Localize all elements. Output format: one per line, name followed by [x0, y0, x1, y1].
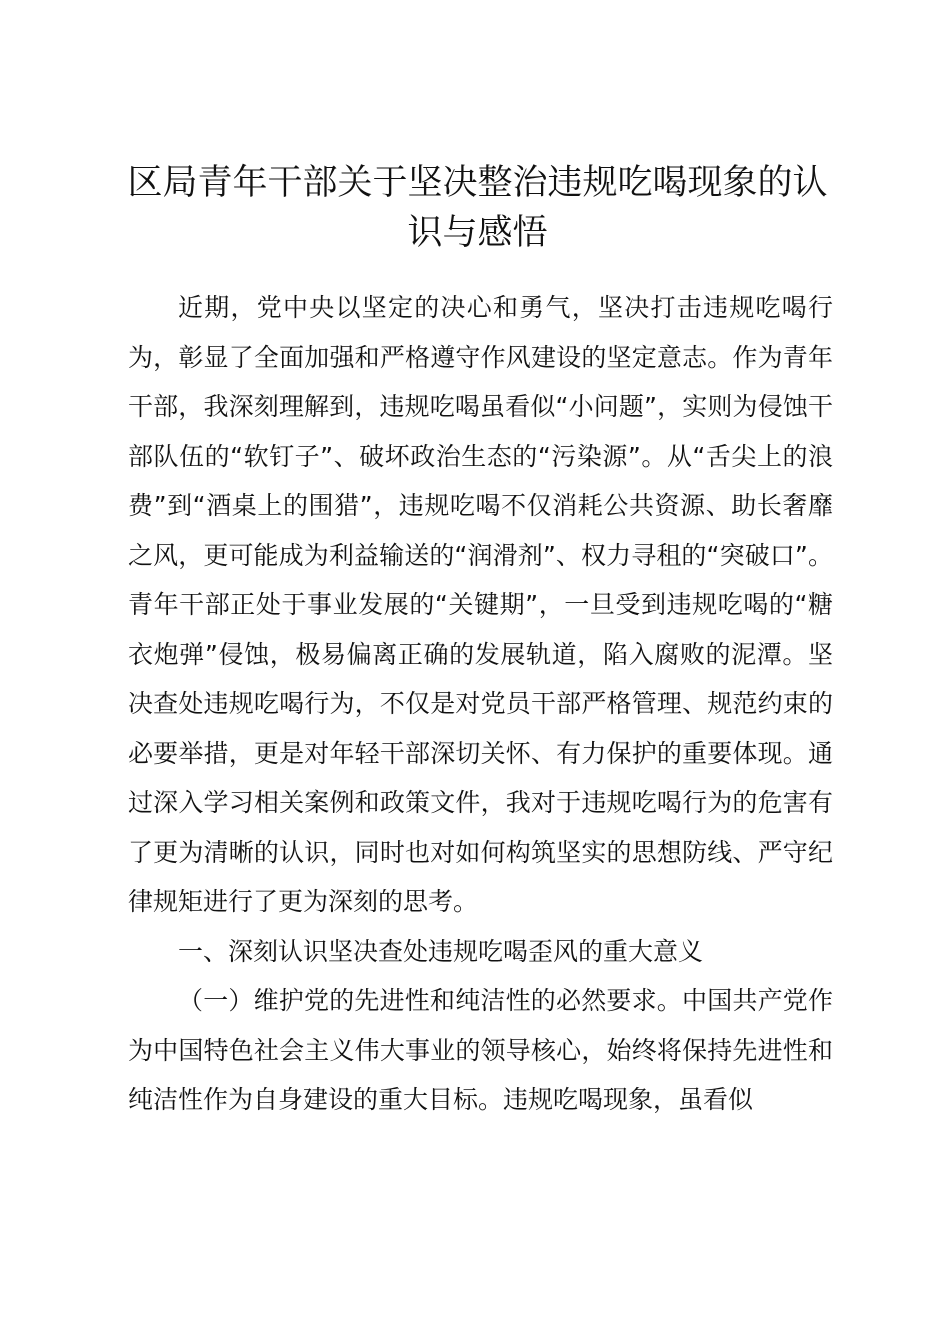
document-title: 区局青年干部关于坚决整治违规吃喝现象的认识与感悟 [127, 163, 828, 253]
document-body [128, 283, 833, 1125]
section-heading: 一、深刻认识坚决查处违规吃喝歪风的重大意义 [178, 936, 704, 966]
intro-paragraph: 近期，党中央以坚定的决心和勇气，坚决打击违规吃喝行为，彰显了全面加强和严格遵守作风建设的坚定意志。作为青年干部，我深刻理解到，违规吃喝虽看似“小问题”，实则为侵蚀干部队伍的“软钉子”、破坏政治生态的“污染源”。从“舌尖上的浪费”到“酒桌上的围猎”，违规吃喝不仅消耗公共资源、助长奢靡之风，更可能成为利益输送的“润滑剂”、权力寻租的“突破口”。青年干部正处于事业发展的“关键期”，一旦受到违规吃喝的“糖衣炮弹”侵蚀，极易偏离正确的发展轨道，陷入腐败的泥潭。坚决查处违规吃喝行为，不仅是对党员干部严格管理、规范约束的必要举措，更是对年轻干部深切关怀、有力保护的重要体现。通过深入学习相关案例和政策文件，我对于违规吃喝行为的危害有了更为清晰的认识，同时也对如何构筑坚实的思想防线、严守纪律规矩进行了更为深刻的思考。 [128, 293, 833, 916]
subsection-paragraph: （一）维护党的先进性和纯洁性的必然要求。中国共产党作为中国特色社会主义伟大事业的领导核心，始终将保持先进性和纯洁性作为自身建设的重大目标。违规吃喝现象，虽看似 [128, 986, 833, 1114]
